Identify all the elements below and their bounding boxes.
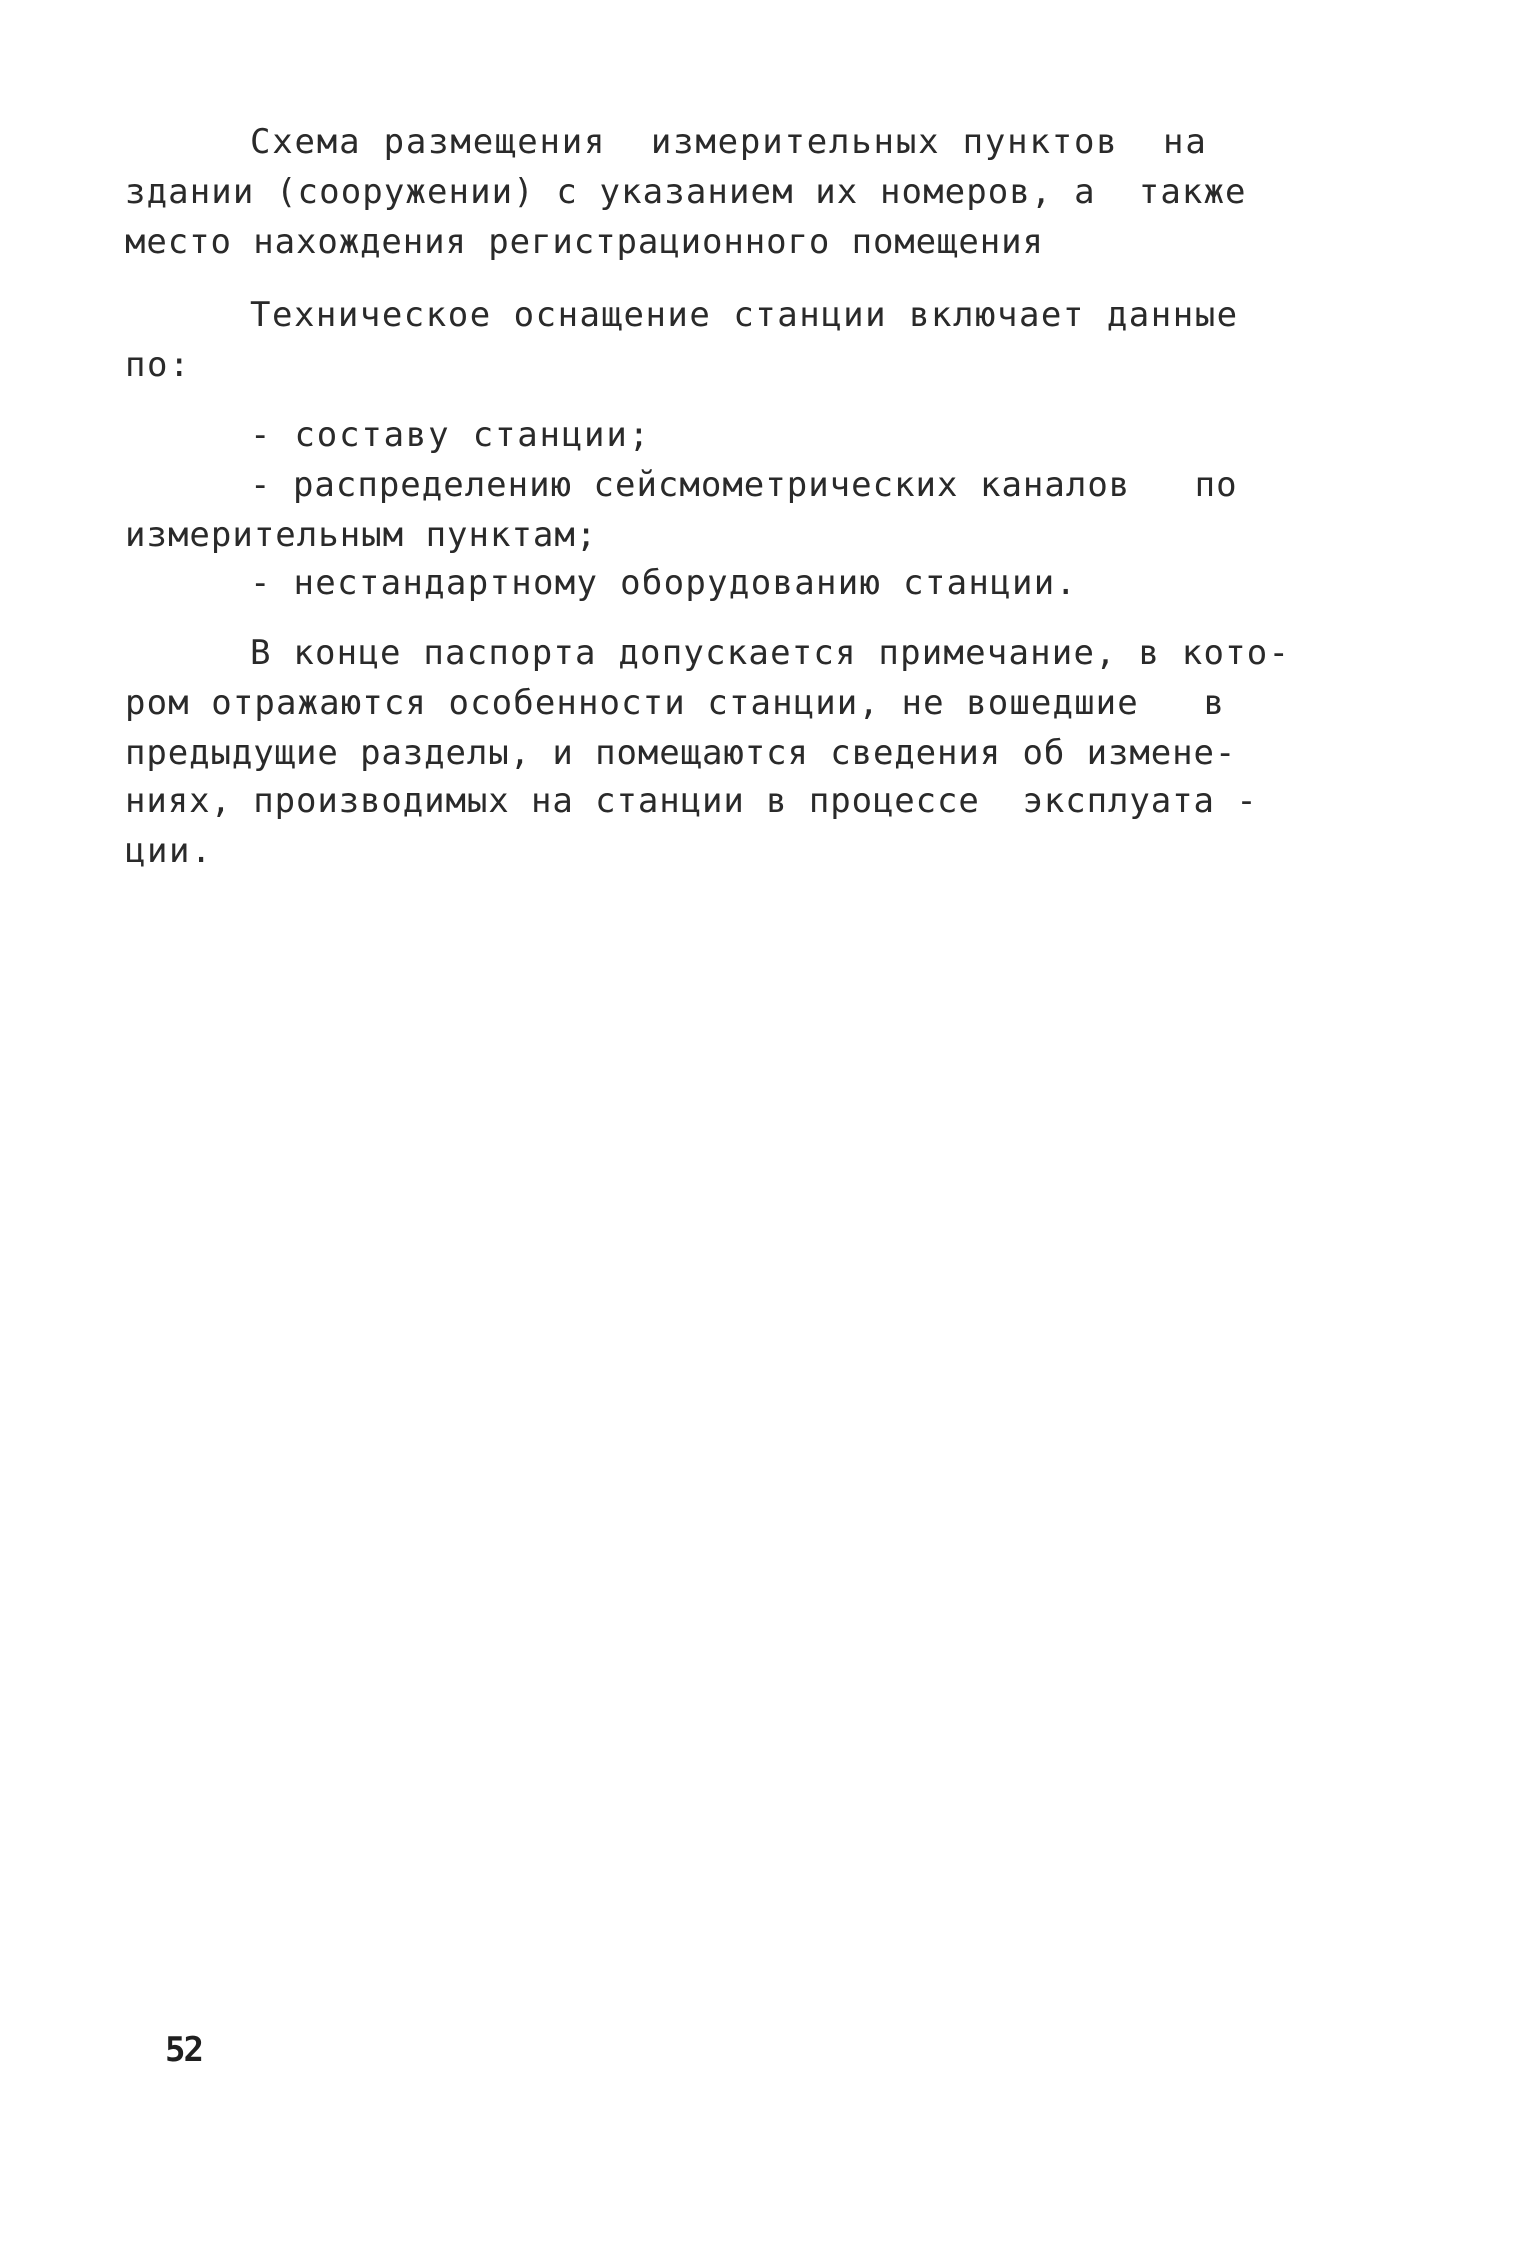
note-paragraph-line-3: предыдущие разделы, и помещаются сведения об измене- xyxy=(125,733,1237,773)
list-item-nonstandard-equipment: - нестандартному оборудованию станции. xyxy=(250,563,1078,603)
note-paragraph-line-1: В конце паспорта допускается примечание, в кото- xyxy=(250,633,1291,673)
scheme-paragraph-line-3: место нахождения регистрационного помещения xyxy=(125,222,1044,262)
note-paragraph-line-5: ции. xyxy=(125,831,213,871)
note-paragraph-line-4: ниях, производимых на станции в процессе эксплуата - xyxy=(125,781,1258,821)
list-item-channel-distribution-line-1: - распределению сейсмометрических каналов по xyxy=(250,465,1238,505)
equipment-paragraph-line-2: по: xyxy=(125,345,191,385)
equipment-paragraph-line-1: Техническое оснащение станции включает данные xyxy=(250,295,1239,335)
note-paragraph-line-2: ром отражаются особенности станции, не вошедшие в xyxy=(125,683,1226,723)
scheme-paragraph-line-1: Схема размещения измерительных пунктов на xyxy=(250,122,1208,162)
scheme-paragraph-line-2: здании (сооружении) с указанием их номеров, а также xyxy=(125,172,1247,212)
list-item-station-composition: - составу станции; xyxy=(250,415,651,455)
list-item-channel-distribution-line-2: измерительным пунктам; xyxy=(125,515,598,555)
page-number: 52 xyxy=(165,2030,202,2070)
